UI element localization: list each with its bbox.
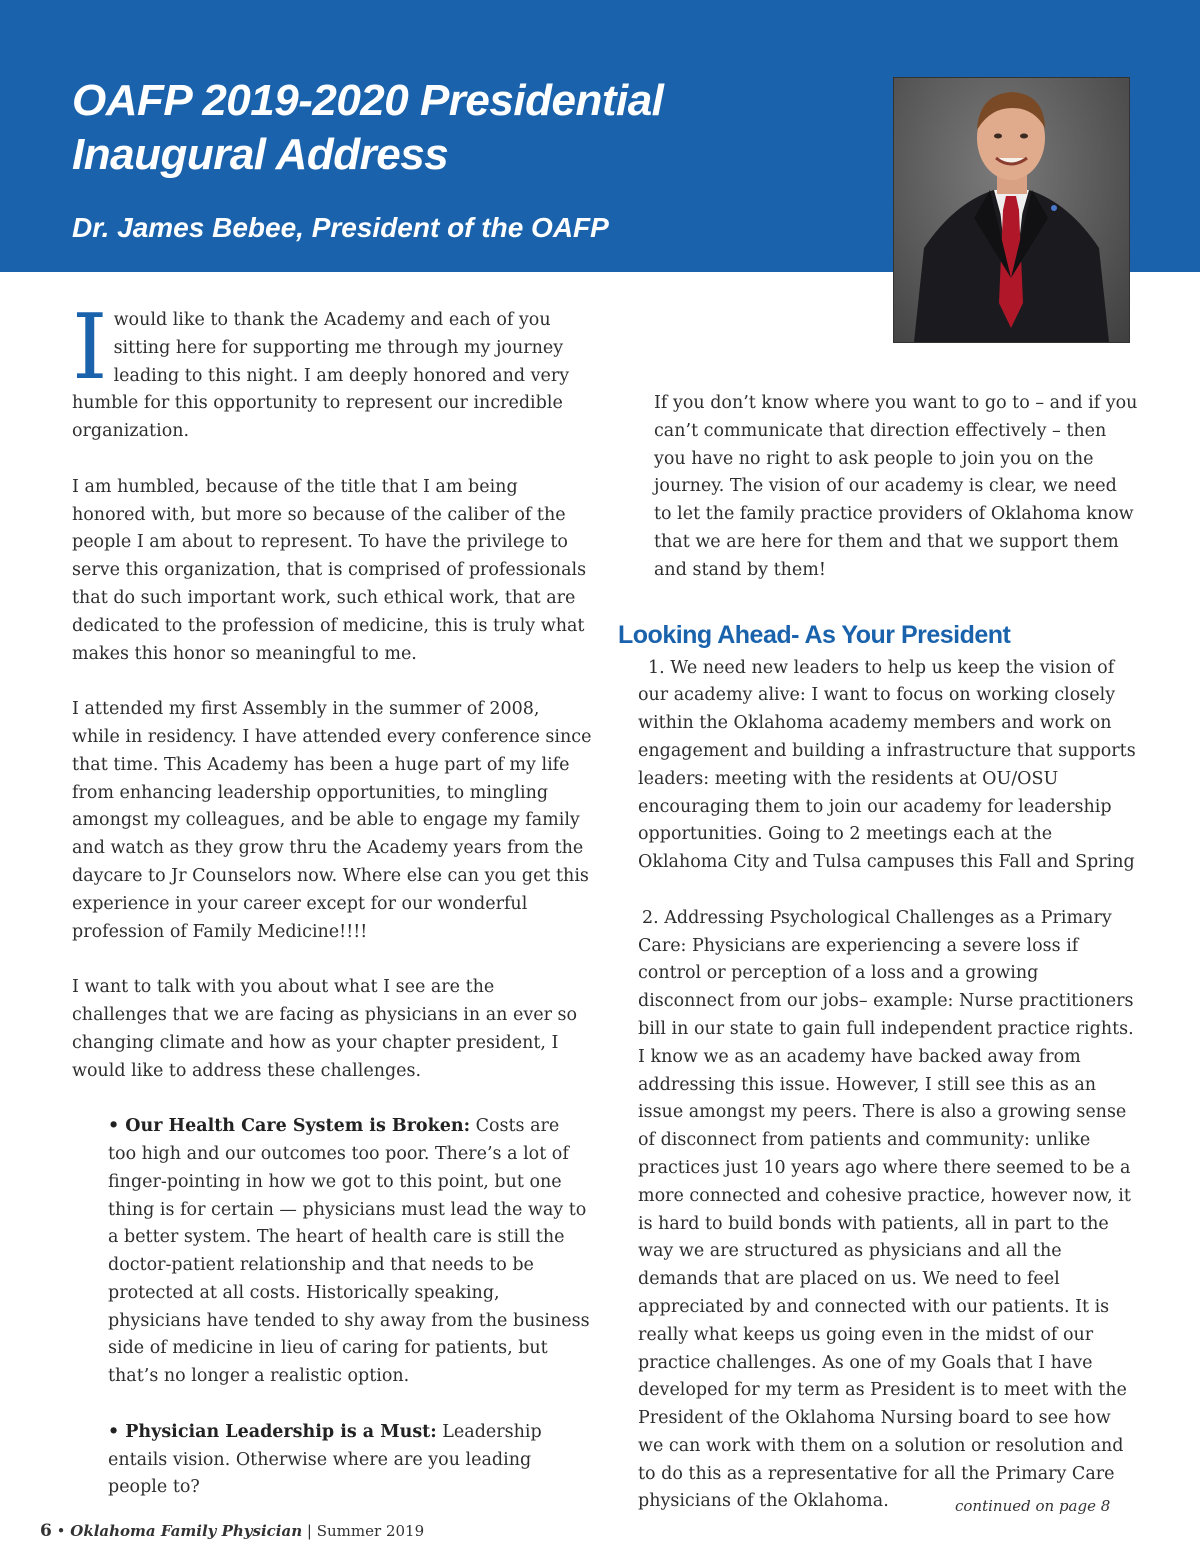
column-left (72, 295, 592, 1530)
issue-label: Summer 2019 (316, 1522, 425, 1540)
point-2: 2. Addressing Psychological Challenges as a Primary Care: Physicians are experiencing a severe loss if control or perception of a loss and a growing disconnect from our jobs– example: Nurse practitioners bill in our state to gain full independent practice rights. I know we as an academy have backed away from addressing this issue. However, I still see this as an issue amongst my peers. There is also a growing sense of disconnect from patients and community: unlike practices just 10 years ago where there seemed to be a more connected and cohesive practice, however now, it is hard to build bonds with patients, all in part to the way we are structured as physicians and all the demands that are placed on us. We need to feel appreciated by and connected with our patients. It is really what keeps us going even in the midst of our practice challenges. As one of my Goals that I have developed for my term as President is to meet with the President of the Oklahoma Nursing board to see how we can work with them on a solution or resolution and to do this as a representative for all the Primary Care physicians of the Oklahoma. (638, 907, 1134, 1512)
intro-text: would like to thank the Academy and each of you sitting here for supporting me through my journey leading to this night. I am deeply honored and very humble for this opportunity to represent our incredible organization. (72, 310, 570, 442)
intro-paragraph (72, 295, 592, 446)
article-subtitle: Dr. James Bebee, President of the OAFP (72, 212, 609, 243)
article-title: OAFP 2019-2020 Presidential Inaugural Address (72, 76, 664, 179)
bullet-1-title: • Our Health Care System is Broken: (108, 1116, 471, 1137)
drop-cap: I (72, 295, 108, 400)
continued-note: continued on page 8 (955, 1497, 1111, 1515)
bullet-2-text: Leadership entails vision. Otherwise where are you leading people to? (108, 1421, 542, 1498)
point-1: 1. We need new leaders to help us keep the vision of our academy alive: I want to focus on working closely within the Oklahoma academy members and work on engagement and building a infrastructure that supports leaders: meeting with the residents at OU/OSU encouraging them to join our academy for leadership opportunities. Going to 2 meetings each at the Oklahoma City and Tulsa campuses this Fall and Spring (638, 657, 1136, 873)
page-number: 6 (40, 1521, 52, 1541)
column-right (618, 390, 1138, 1544)
bullet-health-care-system (108, 1113, 592, 1391)
continuation-paragraph: If you don’t know where you want to go to – and if you can’t communicate that direction effectively – then you have no right to ask people to join you on the journey. The vision of our academy is clear, we need to let the family practice providers of Oklahoma know that we are here for them and that we support them and stand by them! (654, 393, 1138, 580)
page-footer (40, 1521, 424, 1541)
portrait-illustration (894, 78, 1129, 342)
publication-name: Oklahoma Family Physician (70, 1522, 303, 1540)
footer-divider: | (306, 1522, 312, 1540)
bullet-physician-leadership (108, 1419, 592, 1502)
footer-separator: • (56, 1522, 66, 1540)
president-portrait (893, 77, 1130, 343)
paragraph-4: I want to talk with you about what I see are the challenges that we are facing as physicians in an ever so changing climate and how as your chapter president, I would like to address these challenges. (72, 977, 578, 1081)
bullet-1-text: Costs are too high and our outcomes too poor. There’s a lot of finger-pointing in how we got to this point, but one thing is for certain — physicians must lead the way to a better system. The heart of health care is still the doctor-patient relationship and that needs to be protected at all costs. Historically speaking, physicians have tended to shy away from the business side of medicine in lieu of caring for patients, but that’s no longer a realistic option. (108, 1116, 590, 1387)
bullet-2-title: • Physician Leadership is a Must: (108, 1421, 437, 1442)
section-heading: Looking Ahead- As Your President (618, 620, 1011, 649)
paragraph-3: I attended my first Assembly in the summer of 2008, while in residency. I have attended every conference since that time. This Academy has been a huge part of my life from enhancing leadership opportunities, to mingling amongst my colleagues, and be able to engage my family and watch as they grow thru the Academy years from the daycare to Jr Counselors now. Where else can you get this experience in your career except for our wonderful profession of Family Medicine!!!! (72, 699, 592, 942)
paragraph-2: I am humbled, because of the title that I am being honored with, but more so because of the caliber of the people I am about to represent. To have the privilege to serve this organization, that is comprised of professionals that do such important work, such ethical work, that are dedicated to the profession of medicine, this is truly what makes this honor so meaningful to me. (72, 476, 587, 664)
